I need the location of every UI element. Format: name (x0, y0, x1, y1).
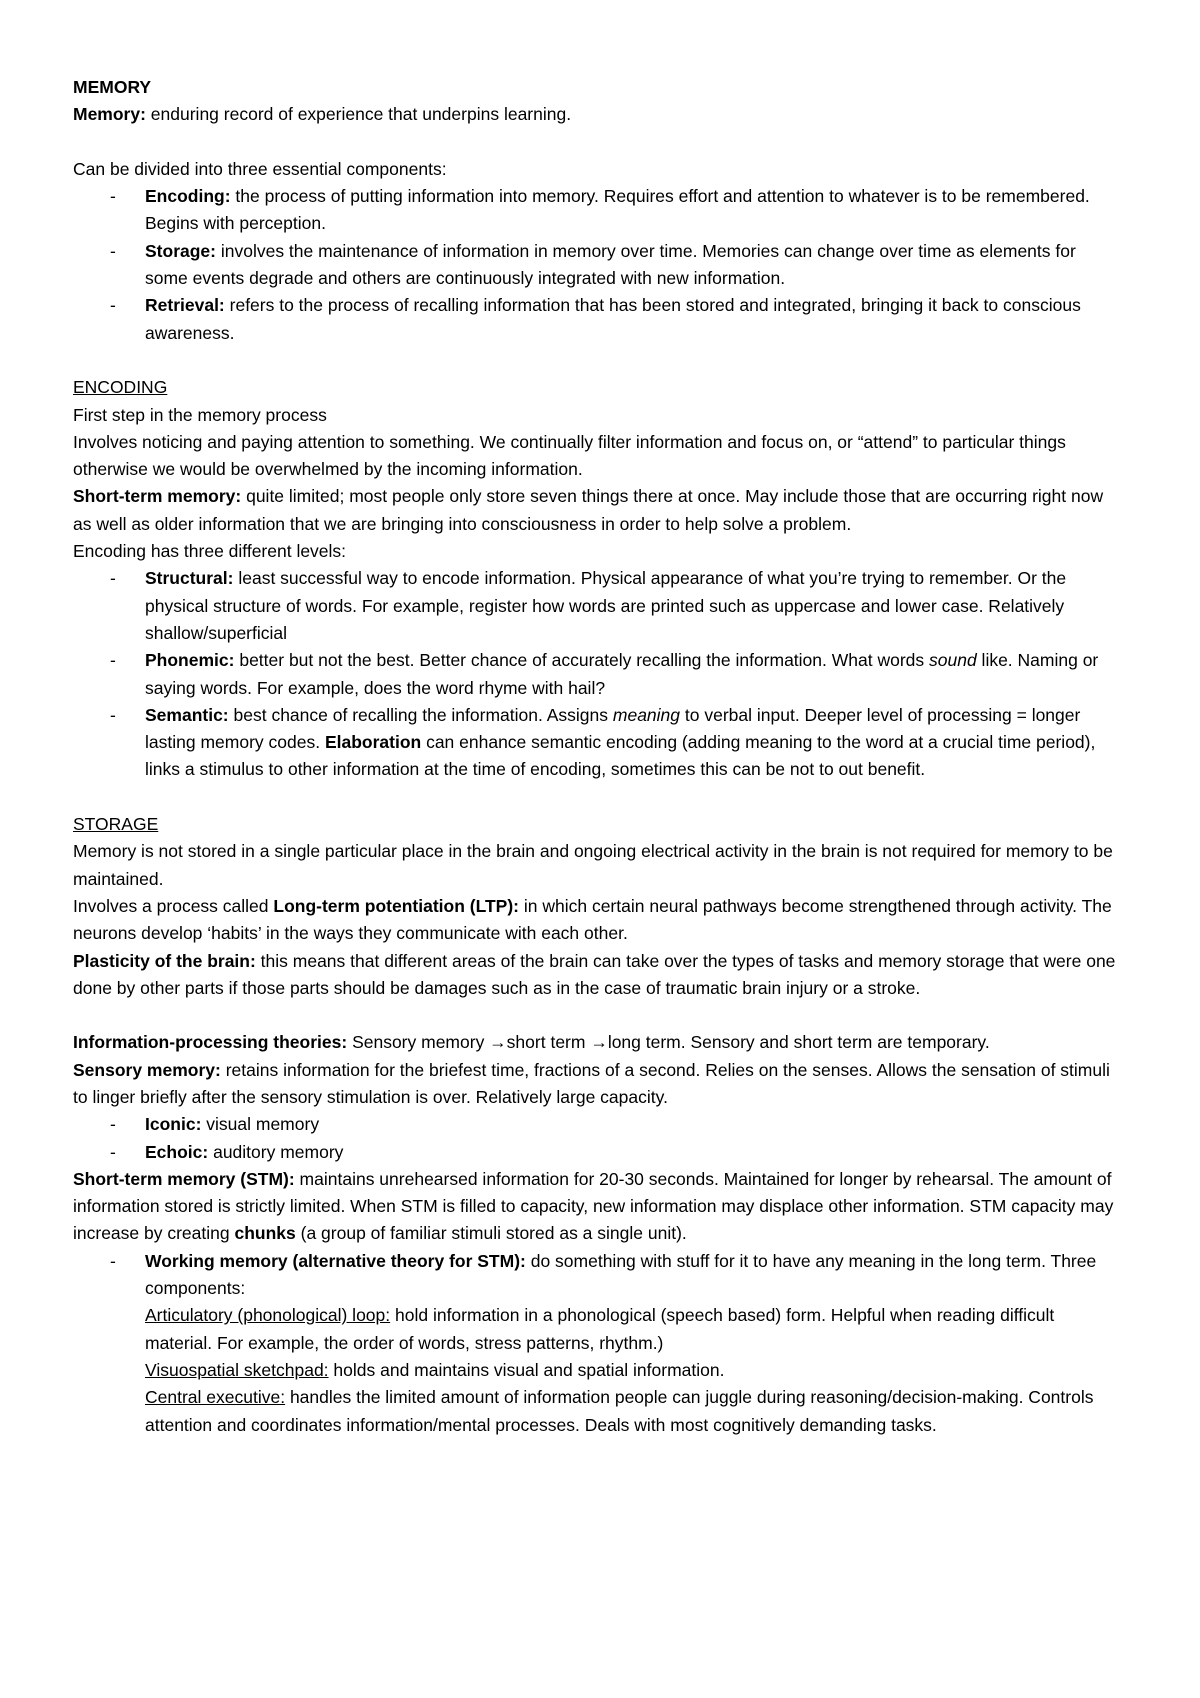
paragraph: Involves noticing and paying attention to something. We continually filter information and focus on, or “attend” to particular things otherwise we would be overwhelmed by the incoming information. (73, 431, 1066, 480)
paragraph: Memory is not stored in a single particular place in the brain and ongoing electrical activity in the brain is not required for memory to be maintained. (73, 841, 1113, 889)
list-item: - Storage: involves the maintenance of information in memory over time. Memories can change over time as elements for some events degrade and others are continuously integrated with new information. (145, 238, 1120, 293)
list-item: - Phonemic: better but not the best. Better chance of accurately recalling the information. What words sound like. Naming or saying words. For example, does the word rhyme with hail? (145, 647, 1120, 702)
memory-definition: Memory: enduring record of experience that underpins learning. (73, 104, 572, 125)
page-title: MEMORY (73, 77, 152, 97)
paragraph: Encoding has three different levels: (73, 541, 347, 562)
storage-heading: STORAGE (73, 814, 159, 835)
sensory-list (73, 1111, 1120, 1166)
paragraph: Involves a process called Long-term potentiation (LTP): in which certain neural pathways become strengthened through activity. The neurons develop ‘habits’ in the ways they communicate with each other. (73, 895, 1112, 944)
paragraph: Plasticity of the brain: this means that different areas of the brain can take over the types of tasks and memory storage that were one done by other parts if those parts should be damages such as in the case of traumatic brain injury or a stroke. (73, 950, 1116, 998)
components-intro: Can be divided into three essential components: (73, 158, 447, 179)
working-memory-component: Visuospatial sketchpad: holds and maintains visual and spatial information. (145, 1359, 725, 1380)
spacer (73, 129, 1120, 156)
working-memory-component: Articulatory (phonological) loop: hold information in a phonological (speech based) form. Helpful when reading difficult material. For example, the order of words, stress patterns, rhythm.) (145, 1305, 1055, 1353)
spacer (73, 784, 1120, 811)
list-item: - Structural: least successful way to encode information. Physical appearance of what you’re trying to remember. Or the physical structure of words. For example, register how words are printed such as uppercase and lower case. Relatively shallow/superficial (145, 565, 1120, 647)
list-item: - Echoic: auditory memory (145, 1139, 1120, 1166)
list-item: - Encoding: the process of putting information into memory. Requires effort and attention to whatever is to be remembered. Begins with perception. (145, 183, 1120, 238)
encoding-levels-list (73, 565, 1120, 783)
spacer (73, 1002, 1120, 1029)
paragraph: First step in the memory process (73, 404, 327, 425)
paragraph: Sensory memory: retains information for the briefest time, fractions of a second. Relies on the senses. Allows the sensation of stimuli to linger briefly after the sensory stimulation is over. Relatively large capacity. (73, 1059, 1110, 1107)
spacer (73, 347, 1120, 374)
list-item: - Working memory (alternative theory for STM): do something with stuff for it to have any meaning in the long term. Three components: Articulatory (phonological) loop: hold information in a phonological (speech based) form. Helpful when reading difficult material. For example, the order of words, stress patterns, rhythm.) Visuospatial sketchpad: holds and maintains visual and spatial information. Central executive: handles the limited amount of information people can juggle during reasoning/decision-making. Controls attention and coordinates information/mental processes. Deals with most cognitively demanding tasks. (145, 1248, 1120, 1439)
list-item: - Iconic: visual memory (145, 1111, 1120, 1138)
encoding-heading: ENCODING (73, 377, 168, 398)
paragraph: Information-processing theories: Sensory memory →short term →long term. Sensory and short term are temporary. (73, 1032, 990, 1053)
working-memory-component: Central executive: handles the limited amount of information people can juggle during reasoning/decision-making. Controls attention and coordinates information/mental processes. Deals with most cognitively demanding tasks. (145, 1387, 1094, 1435)
working-memory-list (73, 1248, 1120, 1439)
components-list (73, 183, 1120, 347)
paragraph: Short-term memory: quite limited; most people only store seven things there at once. May include those that are occurring right now as well as older information that we are bringing into consciousness in order to help solve a problem. (73, 486, 1104, 534)
paragraph: Short-term memory (STM): maintains unrehearsed information for 20-30 seconds. Maintained for longer by rehearsal. The amount of information stored is strictly limited. When STM is filled to capacity, new information may displace other information. STM capacity may increase by creating chunks (a group of familiar stimuli stored as a single unit). (73, 1168, 1114, 1244)
list-item: - Retrieval: refers to the process of recalling information that has been stored and integrated, bringing it back to conscious awareness. (145, 292, 1120, 347)
list-item: - Semantic: best chance of recalling the information. Assigns meaning to verbal input. Deeper level of processing = longer lasting memory codes. Elaboration can enhance semantic encoding (adding meaning to the word at a crucial time period), links a stimulus to other information at the time of encoding, sometimes this can be not to out benefit. (145, 702, 1120, 784)
